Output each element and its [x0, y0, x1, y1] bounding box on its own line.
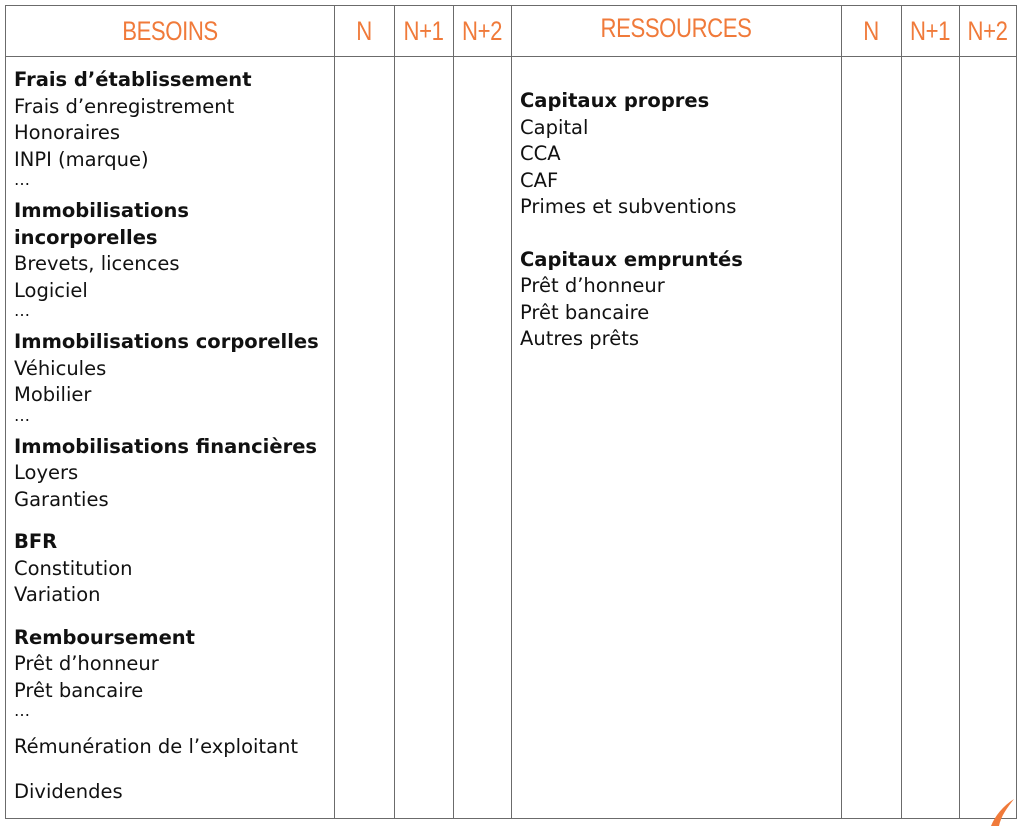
divider [394, 6, 395, 818]
list-item: Véhicules [14, 356, 107, 380]
list-item: Prêt bancaire [14, 678, 144, 702]
group-title: Capitaux propres [520, 89, 710, 112]
financing-plan-table [5, 5, 1017, 819]
group-title: Frais d’établissement [14, 68, 252, 91]
list-item: INPI (marque) [14, 147, 149, 171]
list-item: Prêt d’honneur [520, 274, 665, 297]
list-item-remuneration: Rémunération de l’exploitant [14, 735, 299, 758]
divider [959, 6, 960, 818]
list-item: Garanties [14, 487, 109, 511]
group-title: Capitaux empruntés [520, 247, 743, 271]
ellipsis: … [14, 301, 30, 320]
list-item: Mobilier [14, 383, 92, 406]
group-title: Immobilisations corporelles [14, 330, 319, 353]
header-besoins-n1: N+1 [403, 15, 444, 46]
list-item: Frais d’enregistrement [14, 94, 235, 118]
divider [841, 6, 842, 818]
group-title: Remboursement [14, 625, 195, 649]
list-item: Prêt bancaire [520, 300, 650, 324]
list-item: Autres prêts [520, 327, 640, 350]
header-besoins-n: N [356, 15, 372, 46]
list-item: Honoraires [14, 121, 121, 144]
header-divider [6, 56, 1016, 57]
divider [334, 6, 335, 818]
besoins-list [14, 67, 332, 805]
divider [901, 6, 902, 818]
orange-swoosh-icon [989, 798, 1015, 826]
list-item: Logiciel [14, 278, 88, 302]
list-item: CAF [520, 168, 559, 192]
list-item: Capital [520, 115, 589, 139]
list-item: Prêt d’honneur [14, 652, 159, 675]
list-item-dividendes: Dividendes [14, 779, 123, 803]
header-besoins-n2: N+2 [461, 15, 503, 46]
header-ressources: RESSOURCES [600, 12, 752, 43]
group-title: BFR [14, 530, 58, 553]
header-ressources-n2: N+2 [967, 15, 1008, 46]
divider [511, 6, 512, 818]
ellipsis: … [14, 170, 30, 189]
divider [453, 6, 454, 818]
list-item: Loyers [14, 461, 79, 484]
ressources-list [520, 88, 838, 353]
ellipsis: … [14, 405, 30, 425]
group-title: Immobilisations financières [14, 434, 318, 458]
group-title: Immobilisations incorporelles [14, 199, 189, 249]
list-item: Primes et subventions [520, 195, 737, 218]
header-ressources-n: N [863, 15, 879, 46]
header-ressources-n1: N+1 [909, 15, 951, 46]
ellipsis: … [14, 701, 30, 720]
list-item: Brevets, licences [14, 252, 180, 275]
header-besoins: BESOINS [122, 15, 218, 46]
list-item: Constitution [14, 556, 133, 580]
list-item: CCA [520, 142, 561, 165]
list-item: Variation [14, 583, 101, 606]
